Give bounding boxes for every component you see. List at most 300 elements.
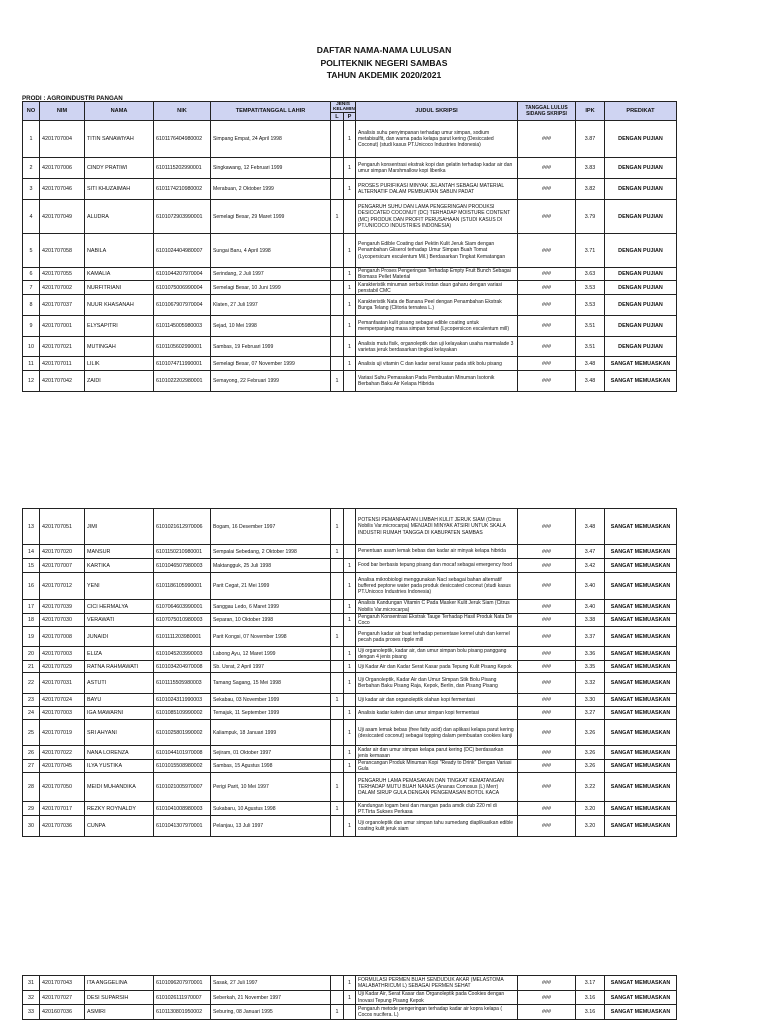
row-judul: Karakteristik minuman serbuk instan daun gaharu dengan variasi penstabil CMC [356, 281, 518, 295]
graduates-table-page-2 [22, 508, 677, 837]
row-ipk: 3.32 [576, 673, 605, 694]
row-nik: 6101025801990002 [154, 720, 211, 746]
row-no: 21 [23, 661, 40, 673]
row-nik: 6101024404980007 [154, 234, 211, 268]
row-no: 20 [23, 647, 40, 661]
row-judul: Analisis kadar kafein dan umur simpan kopi fermentasi [356, 707, 518, 720]
row-nik: 6101115505980003 [154, 673, 211, 694]
row-nim: 4201707021 [40, 337, 85, 357]
row-ipk: 3.30 [576, 694, 605, 707]
table-row [23, 234, 677, 268]
row-l [331, 746, 344, 760]
row-no: 12 [23, 371, 40, 392]
row-ttl: Sambas, 19 Februari 1999 [211, 337, 331, 357]
row-nama: REZKY ROYNALDY [85, 802, 154, 816]
header-year: TAHUN AKDEMIK 2020/2021 [326, 70, 442, 80]
row-ipk: 3.82 [576, 179, 605, 200]
row-predikat: DENGAN PUJIAN [605, 121, 677, 158]
row-p: 1 [344, 357, 356, 371]
row-judul: Uji Kadar Air, Serat Kasar dan Organoleptik pada Cookies dengan Inovasi Tepung Pisang Kepok [356, 991, 518, 1005]
row-tanggal-lulus: ### [518, 316, 576, 337]
row-nik: 6101115202990001 [154, 158, 211, 179]
row-nama: CICI HERMALYA [85, 600, 154, 614]
row-no: 25 [23, 720, 40, 746]
row-nama: ASMIRI [85, 1005, 154, 1020]
row-tanggal-lulus: ### [518, 559, 576, 573]
row-predikat: SANGAT MEMUASKAN [605, 760, 677, 773]
row-no: 23 [23, 694, 40, 707]
row-ipk: 3.26 [576, 760, 605, 773]
row-ipk: 3.22 [576, 773, 605, 802]
row-p [344, 1005, 356, 1020]
row-predikat: SANGAT MEMUASKAN [605, 694, 677, 707]
row-ttl: Semelagi Besar, 07 November 1999 [211, 357, 331, 371]
row-ipk: 3.37 [576, 627, 605, 647]
row-nim: 4201707045 [40, 760, 85, 773]
row-nik: 6101045203990003 [154, 647, 211, 661]
table-row [23, 627, 677, 647]
row-l [331, 614, 344, 627]
row-no: 8 [23, 295, 40, 316]
row-nim: 4201707050 [40, 773, 85, 802]
row-nik: 6101024311990003 [154, 694, 211, 707]
row-l [331, 720, 344, 746]
row-tanggal-lulus: ### [518, 720, 576, 746]
table-row [23, 559, 677, 573]
row-no: 29 [23, 802, 40, 816]
row-nama: NANA LORENZA [85, 746, 154, 760]
graduates-table-page-3 [22, 975, 677, 1020]
row-ipk: 3.48 [576, 371, 605, 392]
row-no: 32 [23, 991, 40, 1005]
row-p: 1 [344, 647, 356, 661]
row-judul: Kandungan logam besi dan mangan pada amdk club 220 ml di PT.Tirta Sukses Perkasa [356, 802, 518, 816]
row-tanggal-lulus: ### [518, 673, 576, 694]
row-predikat: SANGAT MEMUASKAN [605, 976, 677, 991]
row-nik: 6101015508980002 [154, 760, 211, 773]
row-judul: Variasi Suhu Pemasakan Pada Pembuatan Minuman Isotonik Berbahan Baku Air Kelapa Hibrida [356, 371, 518, 392]
row-no: 4 [23, 200, 40, 234]
row-no: 16 [23, 573, 40, 600]
row-nama: ASTUTI [85, 673, 154, 694]
row-no: 26 [23, 746, 40, 760]
row-nim: 4201707003 [40, 647, 85, 661]
row-judul: Uji organoleptik, kadar air, dan umur simpan bolu pisang panggang dengan 4 jenis pisang [356, 647, 518, 661]
row-tanggal-lulus: ### [518, 627, 576, 647]
row-nama: YENI [85, 573, 154, 600]
row-ttl: Pelanjau, 13 Juli 1997 [211, 816, 331, 837]
table-row [23, 357, 677, 371]
row-p: 1 [344, 673, 356, 694]
row-ttl: Kaliampuk, 18 Januari 1999 [211, 720, 331, 746]
table-row [23, 694, 677, 707]
row-judul: Pemanfaatan kulit pisang sebagai edible coating untuk memperpanjang masa simpan tomat (Lycopersicon esculentum mill) [356, 316, 518, 337]
row-p: 1 [344, 707, 356, 720]
row-no: 10 [23, 337, 40, 357]
graduates-table-page-1 [22, 101, 677, 392]
row-ttl: Bogam, 16 Desember 1997 [211, 509, 331, 545]
row-l [331, 600, 344, 614]
row-l [331, 295, 344, 316]
row-no: 24 [23, 707, 40, 720]
row-ttl: Sb. Usrat, 2 April 1997 [211, 661, 331, 673]
row-no: 33 [23, 1005, 40, 1020]
row-predikat: DENGAN PUJIAN [605, 337, 677, 357]
table-row [23, 720, 677, 746]
row-no: 9 [23, 316, 40, 337]
row-nama: ITA ANGGELINA [85, 976, 154, 991]
table-row [23, 200, 677, 234]
table-row [23, 661, 677, 673]
row-nik: 6101130801950002 [154, 1005, 211, 1020]
row-p: 1 [344, 179, 356, 200]
table-row [23, 647, 677, 661]
row-tanggal-lulus: ### [518, 991, 576, 1005]
col-tanggal-lulus: TANGGAL LULUS SIDANG SKRIPSI [518, 102, 576, 121]
row-nim: 4201707022 [40, 746, 85, 760]
row-tanggal-lulus: ### [518, 121, 576, 158]
row-predikat: SANGAT MEMUASKAN [605, 627, 677, 647]
row-nik: 6101075006990004 [154, 281, 211, 295]
row-l: 1 [331, 200, 344, 234]
row-ipk: 3.38 [576, 614, 605, 627]
row-tanggal-lulus: ### [518, 773, 576, 802]
row-nik: 6101150210980001 [154, 545, 211, 559]
row-ipk: 3.83 [576, 158, 605, 179]
row-tanggal-lulus: ### [518, 200, 576, 234]
row-no: 2 [23, 158, 40, 179]
row-tanggal-lulus: ### [518, 158, 576, 179]
row-nama: CINDY PRATIWI [85, 158, 154, 179]
row-tanggal-lulus: ### [518, 707, 576, 720]
row-ttl: Sejad, 10 Mei 1998 [211, 316, 331, 337]
row-predikat: DENGAN PUJIAN [605, 200, 677, 234]
row-judul: Pengaruh Konsentrasi Ekstrak Tauge Terhadap Hasil Produk Nata De Coco [356, 614, 518, 627]
row-nim: 4201707020 [40, 545, 85, 559]
row-ttl: Maktangguk, 25 Juli 1998 [211, 559, 331, 573]
row-p: 1 [344, 720, 356, 746]
row-nik: 6101041307970001 [154, 816, 211, 837]
table-row [23, 673, 677, 694]
row-tanggal-lulus: ### [518, 976, 576, 991]
row-p: 1 [344, 158, 356, 179]
row-nama: JIMI [85, 509, 154, 545]
row-nama: VERAWATI [85, 614, 154, 627]
row-no: 30 [23, 816, 40, 837]
row-judul: Uji organoleptik dan umur simpan tahu sumedang diaplikasikan edible coating kulit jeruk siam [356, 816, 518, 837]
row-l [331, 760, 344, 773]
row-predikat: SANGAT MEMUASKAN [605, 673, 677, 694]
row-nik: 6101021005970007 [154, 773, 211, 802]
row-p: 1 [344, 760, 356, 773]
row-judul: POTENSI PEMANFAATAN LIMBAH KULIT JERUK SIAM (Citrus Nobilis Var.microcarpa) MENJADI MINYAK ATSIRI UNTUK SKALA INDUSTRI RUMAH TANGGA DI KABUPATEN SAMBAS [356, 509, 518, 545]
row-nama: MUTINGAH [85, 337, 154, 357]
row-nim: 4201707008 [40, 627, 85, 647]
row-ipk: 3.27 [576, 707, 605, 720]
row-tanggal-lulus: ### [518, 573, 576, 600]
table-row [23, 158, 677, 179]
row-predikat: DENGAN PUJIAN [605, 234, 677, 268]
row-nik: 6101021612970006 [154, 509, 211, 545]
row-l [331, 158, 344, 179]
row-l [331, 991, 344, 1005]
row-l [331, 281, 344, 295]
table-row [23, 614, 677, 627]
row-judul: Pengaruh Edible Coating dari Pektin Kulit Jeruk Siam dengan Penambahan Gliserol terhadap Umur Simpan Buah Tomat (Lycopersicum esculentum Mil.) Berdasarkan Tingkat Kematangan [356, 234, 518, 268]
row-p: 1 [344, 234, 356, 268]
row-p [344, 802, 356, 816]
row-nim: 4201707019 [40, 720, 85, 746]
table-row [23, 545, 677, 559]
row-ipk: 3.53 [576, 281, 605, 295]
row-l [331, 816, 344, 837]
row-ttl: Sukabaru, 10 Agustus 1998 [211, 802, 331, 816]
row-p: 1 [344, 295, 356, 316]
row-ipk: 3.17 [576, 976, 605, 991]
row-nama: KARTIKA [85, 559, 154, 573]
row-nik: 6101145005980003 [154, 316, 211, 337]
table-row [23, 760, 677, 773]
row-l [331, 673, 344, 694]
row-ipk: 3.40 [576, 573, 605, 600]
row-ipk: 3.26 [576, 746, 605, 760]
row-p [344, 200, 356, 234]
row-ipk: 3.20 [576, 816, 605, 837]
row-no: 1 [23, 121, 40, 158]
row-predikat: SANGAT MEMUASKAN [605, 509, 677, 545]
row-nama: DESI SUPARSIH [85, 991, 154, 1005]
row-nim: 4201707001 [40, 316, 85, 337]
row-ttl: Sasak, 27 Juli 1997 [211, 976, 331, 991]
col-nik: NIK [154, 102, 211, 121]
row-nim: 4201707051 [40, 509, 85, 545]
row-predikat: DENGAN PUJIAN [605, 295, 677, 316]
row-nama: LILIK [85, 357, 154, 371]
row-ttl: Temajuk, 11 September 1999 [211, 707, 331, 720]
row-ttl: Sungai Baru, 4 April 1998 [211, 234, 331, 268]
row-predikat: SANGAT MEMUASKAN [605, 773, 677, 802]
row-judul: Uji Kadar Air dan Kadar Serat Kasar pada Tepung Kulit Pisang Kepok [356, 661, 518, 673]
row-tanggal-lulus: ### [518, 760, 576, 773]
row-ipk: 3.48 [576, 509, 605, 545]
row-nik: 6107075010980003 [154, 614, 211, 627]
row-l: 1 [331, 694, 344, 707]
row-ipk: 3.26 [576, 720, 605, 746]
row-judul: Pengaruh metode pengeringan terhadap kadar air kopra kelapa ( Cocos nucifera. L) [356, 1005, 518, 1020]
table-row [23, 600, 677, 614]
row-nik: 6101026111970007 [154, 991, 211, 1005]
row-ttl: Semelagi Besar, 10 Juni 1999 [211, 281, 331, 295]
row-p [344, 773, 356, 802]
row-judul: Uji Organoleptik, Kadar Air dan Umur Simpan Stik Bolu Pisang Berbahan Baku Pisang Raja, Kepok, Berlin, dan Pisang Pisang [356, 673, 518, 694]
row-ipk: 3.63 [576, 268, 605, 281]
row-ttl: Sempalai Sebedang, 2 Oktober 1998 [211, 545, 331, 559]
row-tanggal-lulus: ### [518, 614, 576, 627]
row-l [331, 357, 344, 371]
row-no: 3 [23, 179, 40, 200]
row-p: 1 [344, 281, 356, 295]
table-row [23, 509, 677, 545]
row-ttl: Sekabau, 03 November 1999 [211, 694, 331, 707]
row-ttl: Tamang Sagang, 15 Mei 1998 [211, 673, 331, 694]
row-nama: ZAIDI [85, 371, 154, 392]
table-row [23, 991, 677, 1005]
col-l: L [331, 113, 344, 121]
row-p [344, 509, 356, 545]
row-nim: 4201707042 [40, 371, 85, 392]
row-nama: NURFITRIANI [85, 281, 154, 295]
row-nama: ELYSAPITRI [85, 316, 154, 337]
row-no: 28 [23, 773, 40, 802]
row-tanggal-lulus: ### [518, 694, 576, 707]
row-nama: ELIZA [85, 647, 154, 661]
row-tanggal-lulus: ### [518, 746, 576, 760]
row-no: 7 [23, 281, 40, 295]
row-l [331, 337, 344, 357]
row-l [331, 559, 344, 573]
row-predikat: SANGAT MEMUASKAN [605, 816, 677, 837]
row-nim: 4201707006 [40, 158, 85, 179]
row-nama: NABILA [85, 234, 154, 268]
row-nik: 6101085109990002 [154, 707, 211, 720]
row-tanggal-lulus: ### [518, 295, 576, 316]
row-ttl: Labong Ayu, 12 Maret 1999 [211, 647, 331, 661]
prodi-label: PRODI : AGROINDUSTRI PANGAN [22, 95, 123, 102]
col-jenis-kelamin: JENIS KELAMIN [331, 102, 356, 113]
row-ipk: 3.16 [576, 991, 605, 1005]
row-judul: Analisis mutu fisik, organoleptik dan uji kelayakan usaha marmalade 3 varietas jeruk berdasarkan tingkat kelayakan [356, 337, 518, 357]
row-nama: JUNAIDI [85, 627, 154, 647]
row-ipk: 3.79 [576, 200, 605, 234]
row-tanggal-lulus: ### [518, 281, 576, 295]
row-tanggal-lulus: ### [518, 600, 576, 614]
row-nim: 4201707027 [40, 991, 85, 1005]
row-no: 14 [23, 545, 40, 559]
row-nim: 4201707037 [40, 295, 85, 316]
row-nik: 6101072903990001 [154, 200, 211, 234]
row-p: 1 [344, 991, 356, 1005]
row-ttl: Sanggau Ledo, 6 Maret 1999 [211, 600, 331, 614]
row-tanggal-lulus: ### [518, 179, 576, 200]
row-l: 1 [331, 509, 344, 545]
row-nim: 4201707031 [40, 673, 85, 694]
row-nik: 6101067907970004 [154, 295, 211, 316]
col-predikat: PREDIKAT [605, 102, 677, 121]
row-no: 13 [23, 509, 40, 545]
row-nama: SITI KHUZAIMAH [85, 179, 154, 200]
row-ipk: 3.42 [576, 559, 605, 573]
row-nik: 6101105602990001 [154, 337, 211, 357]
row-no: 22 [23, 673, 40, 694]
table-row [23, 179, 677, 200]
row-nama: MANSUR [85, 545, 154, 559]
row-no: 19 [23, 627, 40, 647]
row-nama: NUUR KHASANAH [85, 295, 154, 316]
col-ttl: TEMPAT/TANGGAL LAHIR [211, 102, 331, 121]
row-ttl: Simpang Empat, 24 April 1998 [211, 121, 331, 158]
row-nama: RATNA RAHMAWATI [85, 661, 154, 673]
row-no: 6 [23, 268, 40, 281]
row-ipk: 3.87 [576, 121, 605, 158]
row-l: 1 [331, 545, 344, 559]
row-ttl: Sambas, 15 Agustus 1998 [211, 760, 331, 773]
table-row [23, 976, 677, 991]
row-l: 1 [331, 371, 344, 392]
row-l: 1 [331, 627, 344, 647]
row-l: 1 [331, 773, 344, 802]
row-ttl: Separan, 10 Oktober 1998 [211, 614, 331, 627]
row-nim: 4201707036 [40, 816, 85, 837]
row-l [331, 976, 344, 991]
col-nim: NIM [40, 102, 85, 121]
row-nama: IGA MAWARNI [85, 707, 154, 720]
table-row [23, 816, 677, 837]
row-ttl: Parit Cegat, 21 Mei 1999 [211, 573, 331, 600]
row-nim: 4201707055 [40, 268, 85, 281]
row-nik: 6101176404980002 [154, 121, 211, 158]
row-ttl: Serindang, 2 Juli 1997 [211, 268, 331, 281]
table-row [23, 281, 677, 295]
row-nim: 4201707039 [40, 600, 85, 614]
row-ipk: 3.35 [576, 661, 605, 673]
row-l [331, 121, 344, 158]
row-p: 1 [344, 614, 356, 627]
row-nama: MEIDI MUHANDIKA [85, 773, 154, 802]
table-row [23, 268, 677, 281]
row-nim: 4201707011 [40, 357, 85, 371]
row-nim: 4201707058 [40, 234, 85, 268]
row-nim: 4201607036 [40, 1005, 85, 1020]
row-no: 11 [23, 357, 40, 371]
row-judul: Pengaruh kadar air buat terhadap persentase kernel utuh dan kernel pecah pada proses ripple mill [356, 627, 518, 647]
table-row [23, 802, 677, 816]
row-ipk: 3.51 [576, 316, 605, 337]
table-row [23, 316, 677, 337]
row-p: 1 [344, 661, 356, 673]
row-tanggal-lulus: ### [518, 802, 576, 816]
row-judul: Uji kadar air dan organoleptik olahan kopi fermentasi [356, 694, 518, 707]
row-predikat: SANGAT MEMUASKAN [605, 647, 677, 661]
table-row [23, 707, 677, 720]
row-nim: 4201707043 [40, 976, 85, 991]
table-row [23, 773, 677, 802]
row-nik: 6101044207970004 [154, 268, 211, 281]
col-nama: NAMA [85, 102, 154, 121]
row-judul: Analisa mikrobiologi menggunakan Nacl sebagai bahan alternatif buffered peptone water pada produk desiccated coconut (studi kasus PT.Unicoco Industries Indonesia) [356, 573, 518, 600]
row-tanggal-lulus: ### [518, 371, 576, 392]
row-predikat: SANGAT MEMUASKAN [605, 573, 677, 600]
row-ipk: 3.48 [576, 357, 605, 371]
col-p: P [344, 113, 356, 121]
row-tanggal-lulus: ### [518, 268, 576, 281]
row-predikat: SANGAT MEMUASKAN [605, 746, 677, 760]
row-ttl: Seberkah, 21 November 1997 [211, 991, 331, 1005]
row-p [344, 694, 356, 707]
header-institution: POLITEKNIK NEGERI SAMBAS [320, 57, 448, 68]
row-nim: 4201707002 [40, 281, 85, 295]
row-l [331, 268, 344, 281]
row-nik: 6101096207970001 [154, 976, 211, 991]
row-no: 31 [23, 976, 40, 991]
row-no: 5 [23, 234, 40, 268]
row-nik: 6101111203980001 [154, 627, 211, 647]
row-nim: 4201707046 [40, 179, 85, 200]
row-nim: 4201707004 [40, 121, 85, 158]
row-p [344, 627, 356, 647]
row-nim: 4201707024 [40, 694, 85, 707]
row-nama: SRI AHYANI [85, 720, 154, 746]
row-p: 1 [344, 121, 356, 158]
